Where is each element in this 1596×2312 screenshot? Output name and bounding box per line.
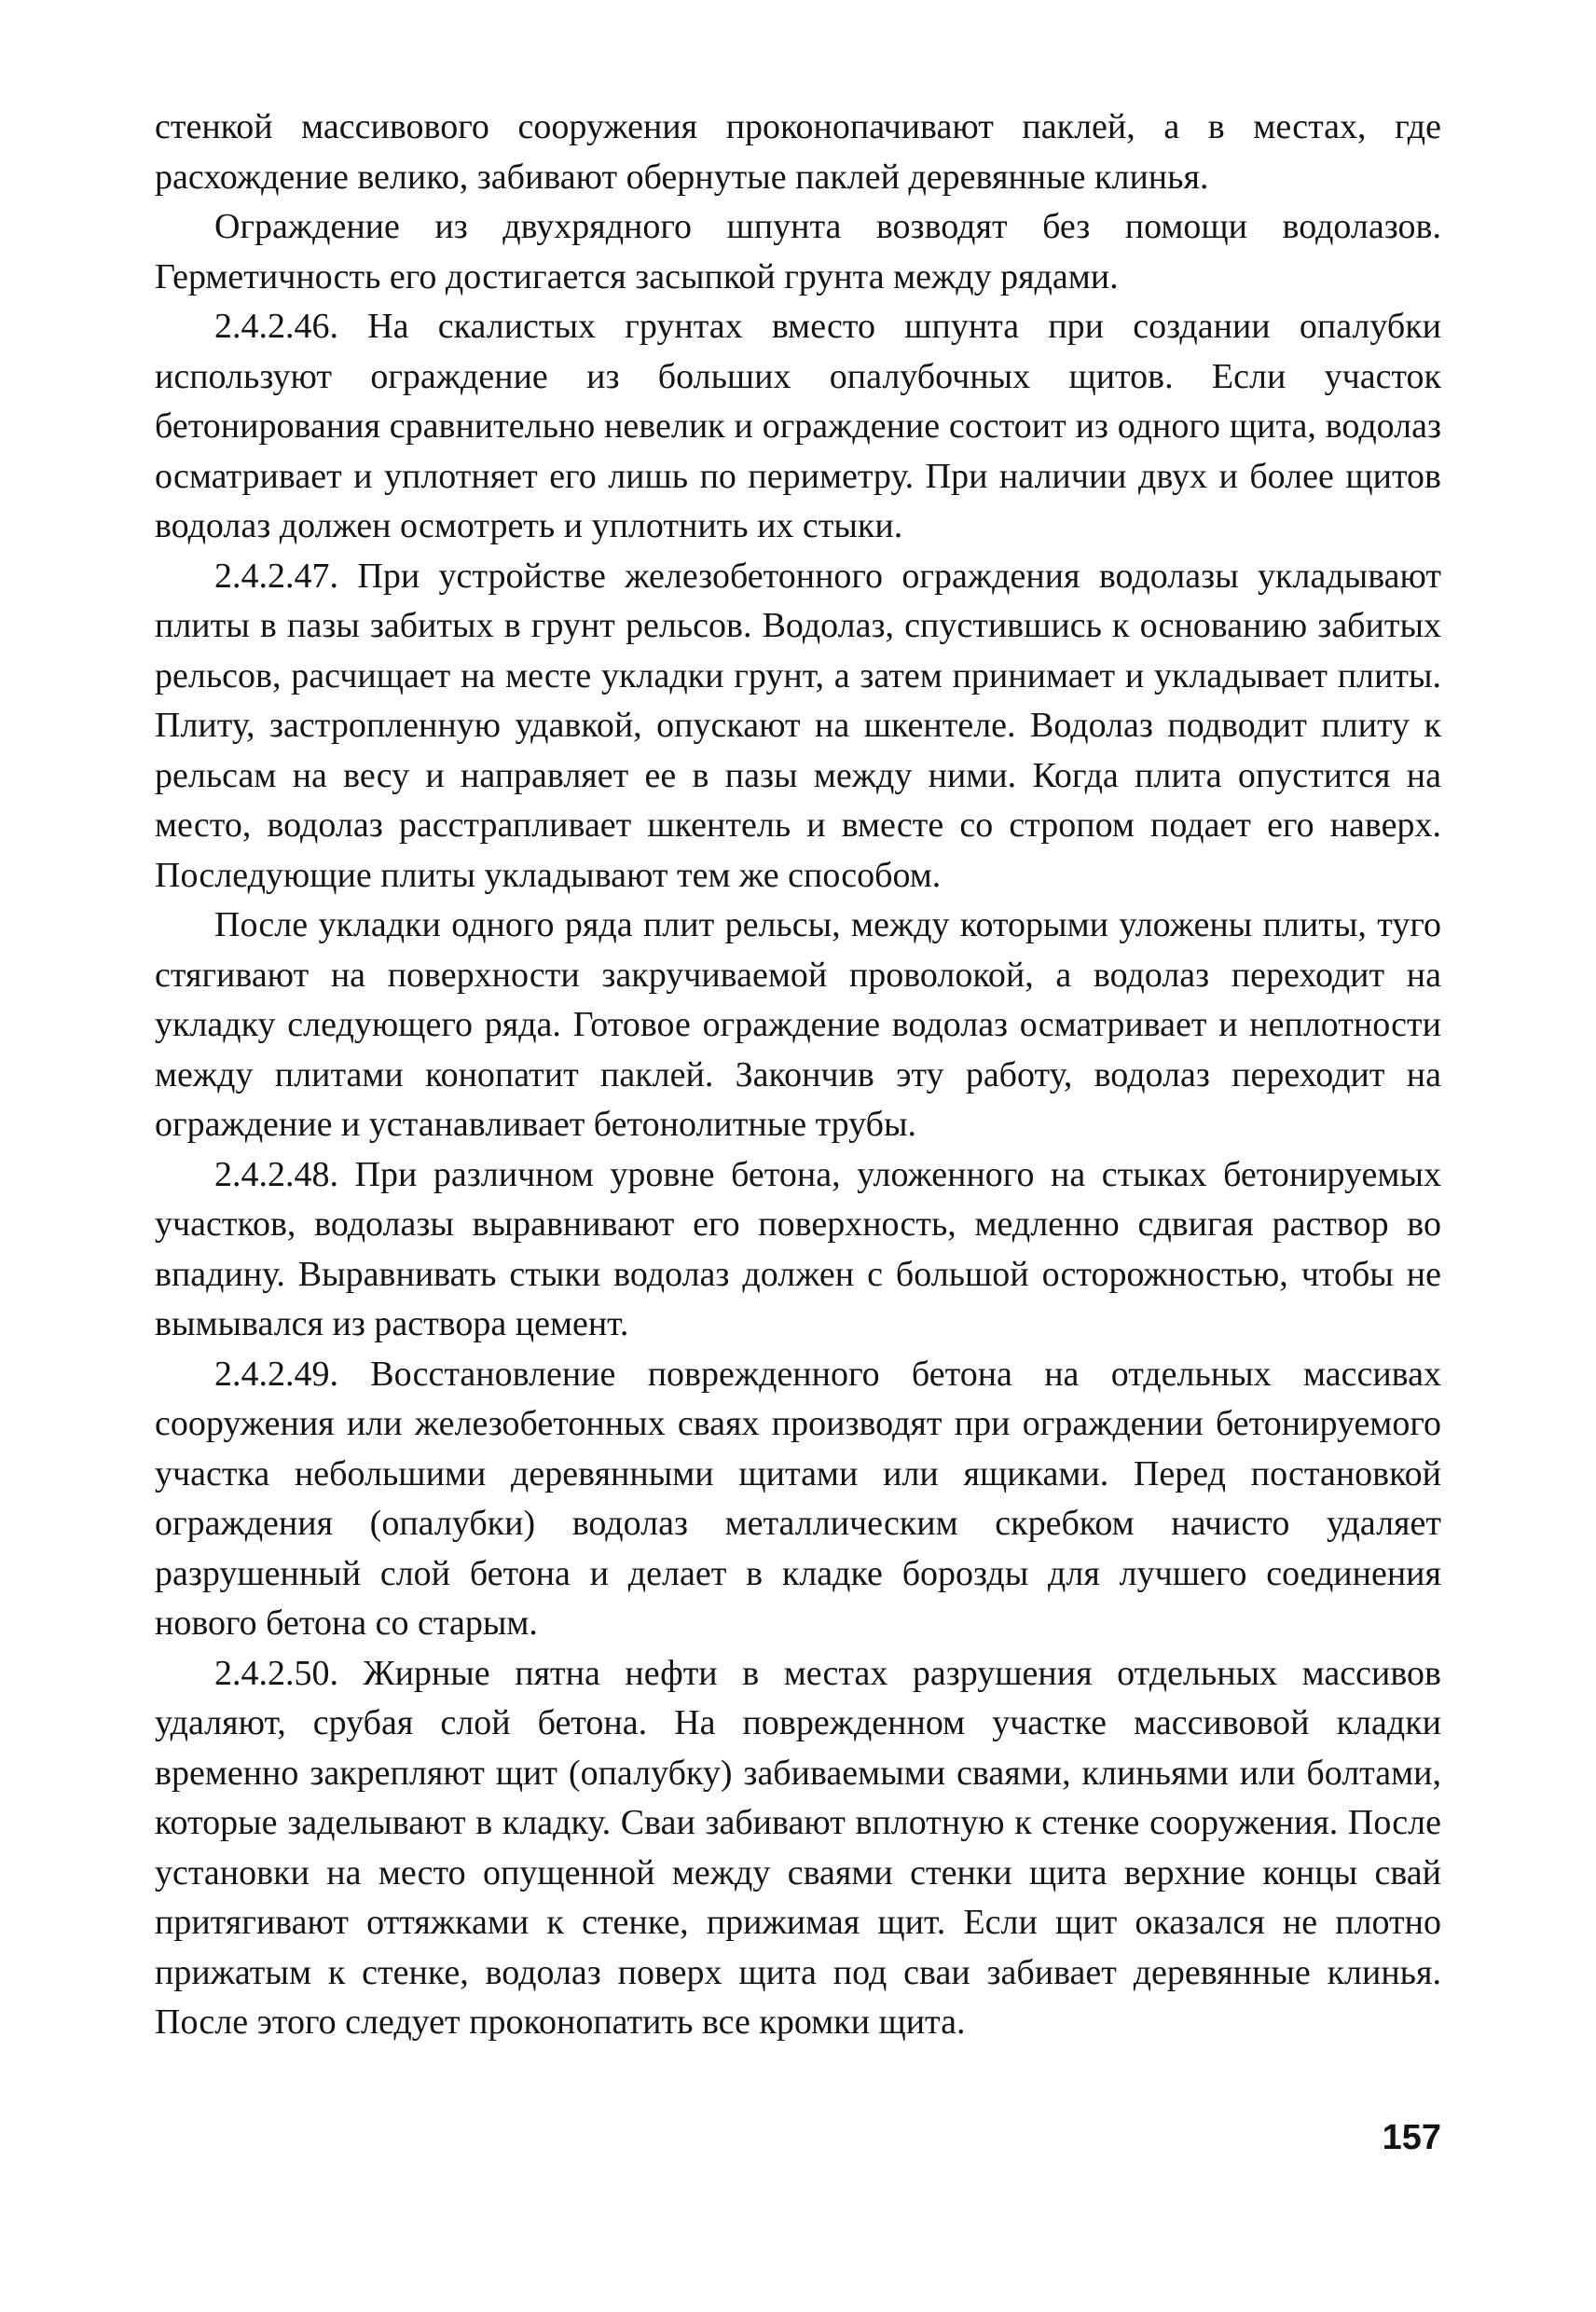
paragraph-2-4-2-47: 2.4.2.47. При устройстве железобетонного ограждения водолазы укладывают плиты в пазы забитых в грунт рельсов. Водолаз, спустившись к основанию забитых рельсов, расчищает на месте укладки грунт, а затем принимает и укладывает плиты. Плиту, застропленную удавкой, опускают на шкентеле. Водолаз подводит плиту к рельсам на весу и направляет ее в пазы между ними. Когда плита опустится на место, водолаз расстрапливает шкентель и вместе со стропом подает его наверх. Последующие плиты укладывают тем же способом. [155, 556, 1441, 895]
paragraph-double-row-sheet-pile: Ограждение из двухрядного шпунта возводят без помощи водолазов. Герметичность его достигается засыпкой грунта между рядами. [155, 207, 1441, 296]
paragraph-2-4-2-50: 2.4.2.50. Жирные пятна нефти в местах разрушения отдельных массивов удаляют, срубая слой бетона. На поврежденном участке массивовой кладки временно закрепляют щит (опалубку) забиваемыми сваями, клиньями или болтами, которые заделывают в кладку. Сваи забивают вплотную к стенке сооружения. После установки на место опущенной между сваями стенки щита верхние концы свай притягивают оттяжками к стенке, прижимая щит. Если щит оказался не плотно прижатым к стенке, водолаз поверх щита под сваи забивает деревянные клинья. После этого следует проконопатить все кромки щита. [155, 1653, 1441, 2042]
page-number: 157 [1382, 2118, 1441, 2157]
paragraph-after-laying: После укладки одного ряда плит рельсы, между которыми уложены плиты, туго стягивают на поверхности закручиваемой проволокой, а водолаз переходит на укладку следующего ряда. Готовое ограждение водолаз осматривает и неплотности между плитами конопатит паклей. Закончив эту работу, водолаз переходит на ограждение и устанавливает бетонолитные трубы. [155, 905, 1441, 1144]
paragraph-2-4-2-46: 2.4.2.46. На скалистых грунтах вместо шпунта при создании опалубки используют ограждение из больших опалубочных щитов. Если участок бетонирования сравнительно невелик и ограждение состоит из одного щита, водолаз осматривает и уплотняет его лишь по периметру. При наличии двух и более щитов водолаз должен осмотреть и уплотнить их стыки. [155, 307, 1441, 545]
paragraph-continuation: стенкой массивового сооружения проконопачивают паклей, а в местах, где расхождение велико, забивают обернутые паклей деревянные клинья. [155, 107, 1441, 197]
paragraph-2-4-2-48: 2.4.2.48. При различном уровне бетона, уложенного на стыках бетонируемых участков, водолазы выравнивают его поверхность, медленно сдвигая раствор во впадину. Выравнивать стыки водолаз должен с большой осторожностью, чтобы не вымывался из раствора цемент. [155, 1154, 1441, 1343]
page-body [155, 103, 1441, 2191]
paragraph-2-4-2-49: 2.4.2.49. Восстановление поврежденного бетона на отдельных массивах сооружения или железобетонных сваях производят при ограждении бетонируемого участка небольшими деревянными щитами или ящиками. Перед постановкой ограждения (опалубки) водолаз металлическим скребком начисто удаляет разрушенный слой бетона и делает в кладке борозды для лучшего соединения нового бетона со старым. [155, 1354, 1441, 1643]
